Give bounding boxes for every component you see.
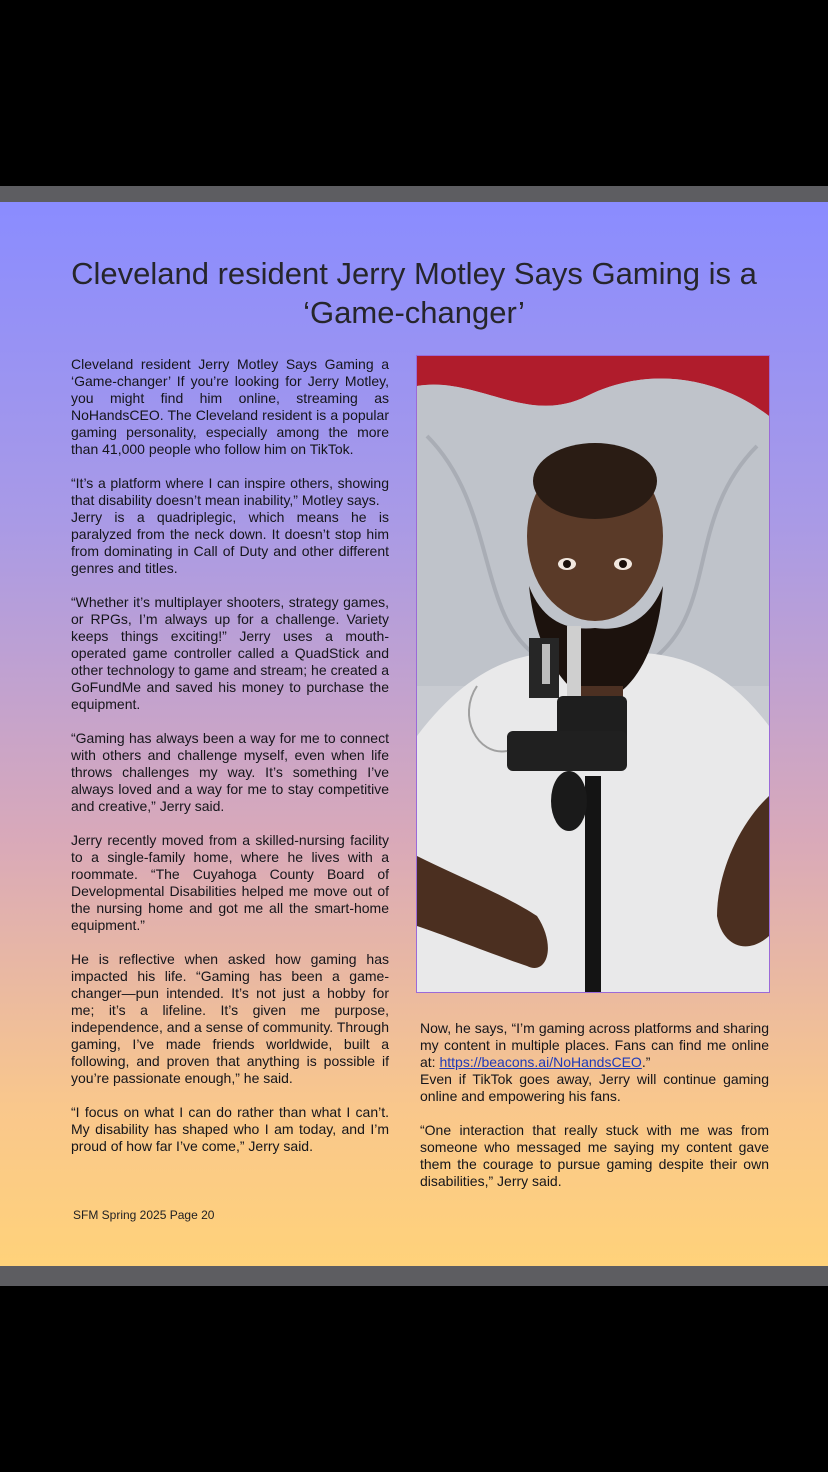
page-footer: SFM Spring 2025 Page 20 (73, 1208, 215, 1222)
title-line-1: Cleveland resident Jerry Motley Says Gaming is a (71, 256, 757, 291)
article-title (40, 254, 788, 332)
right-paragraph-1-tail: .” (641, 1054, 651, 1070)
title-line-2: ‘Game-changer’ (303, 295, 525, 330)
paragraph-1: Cleveland resident Jerry Motley Says Gaming a ‘Game-changer’ If you’re looking for Jerry Motley, you might find him online, streaming as NoHandsCEO. The Cleveland resident is a popular gaming personality, especially among the more than 41,000 people who follow him on TikTok. (71, 356, 389, 457)
right-column (420, 1020, 769, 1207)
paragraph-2: “It’s a platform where I can inspire others, showing that disability doesn’t mean inability,” Motley says. (71, 475, 389, 508)
paragraph-7: He is reflective when asked how gaming has impacted his life. “Gaming has been a game-changer—pun intended. It’s not just a hobby for me; it’s a lifeline. It’s given me purpose, independence, and a sense of community. Through gaming, I’ve made friends worldwide, built a following, and proven that anything is possible if you’re passionate enough,” he said. (71, 951, 389, 1086)
right-paragraph-3: “One interaction that really stuck with me was from someone who messaged me saying my content gave them the courage to pursue gaming despite their own disabilities,” Jerry said. (420, 1122, 769, 1189)
viewer-top-bar (0, 186, 828, 202)
paragraph-4: “Whether it’s multiplayer shooters, strategy games, or RPGs, I’m always up for a challenge. Variety keeps things exciting!” Jerry uses a mouth-operated game controller called a QuadStick and other technology to game and stream; he created a GoFundMe and saved his money to purchase the equipment. (71, 594, 389, 712)
paragraph-8: “I focus on what I can do rather than what I can’t. My disability has shaped who I am today, and I’m proud of how far I’ve come,” Jerry said. (71, 1104, 389, 1154)
beacons-link[interactable]: https://beacons.ai/NoHandsCEO (439, 1054, 642, 1070)
right-paragraph-1 (420, 1020, 769, 1071)
photo-illustration (417, 356, 769, 992)
magazine-page (0, 202, 828, 1266)
left-column (71, 356, 389, 1172)
paragraph-5: “Gaming has always been a way for me to connect with others and challenge myself, even when life throws challenges my way. It’s something I’ve always loved and a way for me to stay competitive and creative,” Jerry said. (71, 730, 389, 814)
viewer-bottom-bar (0, 1266, 828, 1286)
paragraph-6: Jerry recently moved from a skilled-nursing facility to a single-family home, where he lives with a roommate. “The Cuyahoga County Board of Developmental Disabilities helped me move out of the nursing home and got me all the smart-home equipment.” (71, 832, 389, 933)
paragraph-3: Jerry is a quadriplegic, which means he is paralyzed from the neck down. It doesn’t stop him from dominating in Call of Duty and other different genres and titles. (71, 509, 389, 576)
right-paragraph-1-text: Now, he says, “I’m gaming across platforms and sharing my content in multiple places. Fans can find me online at: (420, 1020, 769, 1070)
right-paragraph-2: Even if TikTok goes away, Jerry will continue gaming online and empowering his fans. (420, 1071, 769, 1104)
top-black-area (0, 0, 828, 186)
article-photo (416, 355, 770, 993)
